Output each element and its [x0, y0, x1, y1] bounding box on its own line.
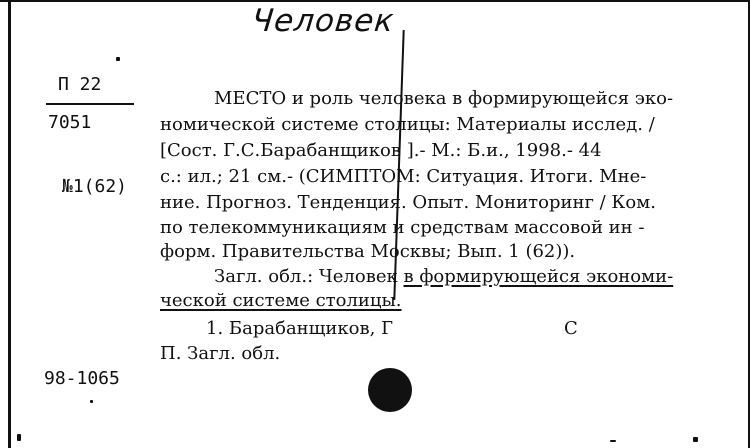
- handwritten-subject-heading: Человек: [250, 3, 397, 39]
- entry-line-3: [Сост. Г.С.Барабанщиков ].- М.: Б.и., 1998.- 44: [160, 140, 602, 161]
- entry-line-5: ние. Прогноз. Тенденция. Опыт. Мониторинг / Ком.: [160, 192, 656, 213]
- scan-speck: [116, 57, 120, 61]
- tracing-1-mark: С: [564, 318, 578, 339]
- scan-speck: [610, 440, 616, 442]
- shelf-rule: [46, 103, 134, 105]
- scan-speck: [17, 434, 21, 441]
- tracing-1: 1. Барабанщиков, Г: [206, 318, 393, 339]
- accession-number: 98-1065: [44, 368, 120, 389]
- entry-line-1: МЕСТО и роль человека в формирующейся эко-: [214, 88, 674, 109]
- class-code: П 22: [58, 74, 102, 95]
- entry-line-2: номической системе столицы: Материалы исслед. /: [160, 114, 655, 135]
- card-left-edge: [8, 0, 11, 448]
- entry-line-4: с.: ил.; 21 см.- (СИМПТОМ: Ситуация. Итоги. Мне-: [160, 166, 647, 187]
- issue-number: №1(62): [62, 176, 128, 197]
- call-number: 7051: [48, 112, 92, 133]
- card-top-edge: [0, 0, 750, 2]
- title-note-prefix: Загл. обл.: Человек: [214, 266, 398, 287]
- entry-line-7: форм. Правительства Москвы; Вып. 1 (62)).: [160, 241, 576, 262]
- title-note-line-2: ческой системе столицы.: [160, 290, 402, 311]
- scan-speck: [693, 437, 698, 442]
- entry-line-6: по телекоммуникациям и средствам массовой ин -: [160, 217, 645, 238]
- card-punch-hole: [368, 368, 412, 412]
- tracing-2: П. Загл. обл.: [160, 343, 281, 364]
- scan-speck: [90, 400, 93, 403]
- title-note-line-1: [214, 266, 673, 288]
- title-note-underlined: в формирующейся экономи-: [403, 266, 674, 287]
